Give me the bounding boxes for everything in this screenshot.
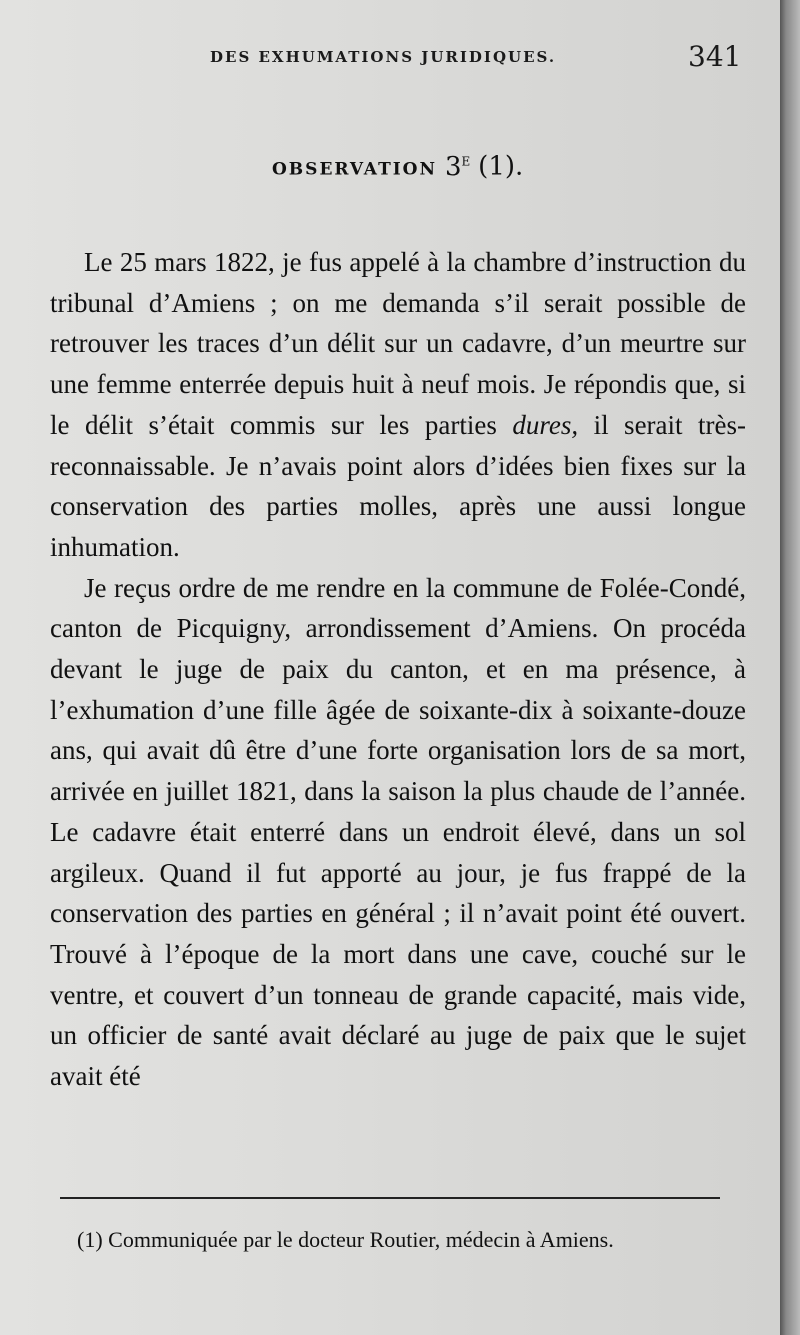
- running-head: DES EXHUMATIONS JURIDIQUES.: [210, 48, 557, 66]
- footnote-rule: [60, 1197, 720, 1199]
- observation-heading: [272, 150, 523, 182]
- italic-term: dures,: [512, 409, 579, 440]
- observation-number: 3e: [444, 150, 471, 182]
- page-edge: [780, 0, 800, 1335]
- footnote-reference: (1).: [478, 151, 524, 182]
- observation-label: OBSERVATION: [272, 159, 438, 180]
- page-number: 341: [688, 40, 742, 73]
- paragraph-2: Je reçus ordre de me rendre en la commune de Folée-Condé, canton de Picquigny, arrondissement d’Amiens. On procéda devant le juge de paix du canton, et en ma présence, à l’exhumation d’une fille âgée de soixante-dix à soixante-douze ans, qui avait dû être d’une forte organisation lors de sa mort, arrivée en juillet 1821, dans la saison la plus chaude de l’année. Le cadavre était enterré dans un endroit élevé, dans un sol argileux. Quand il fut apporté au jour, je fus frappé de la conservation des parties en général ; il n’avait point été ouvert. Trouvé à l’époque de la mort dans une cave, couché sur le ventre, et couvert d’un tonneau de grande capacité, mais vide, un officier de santé avait déclaré au juge de paix que le sujet avait été: [50, 572, 746, 1092]
- footnote: (1) Communiquée par le docteur Routier, médecin à Amiens.: [77, 1227, 614, 1252]
- body-text: [50, 242, 746, 1097]
- paragraph-1: Le 25 mars 1822, je fus appelé à la chambre d’instruction du tribunal d’Amiens ; on me demanda s’il serait possible de retrouver les traces d’un délit sur un cadavre, d’un meurtre sur une femme enterrée depuis huit à neuf mois. Je répondis que, si le délit s’était commis sur les parties dures, il serait très-reconnaissable. Je n’avais point alors d’idées bien fixes sur la conservation des parties molles, après une aussi longue inhumation.: [50, 247, 746, 562]
